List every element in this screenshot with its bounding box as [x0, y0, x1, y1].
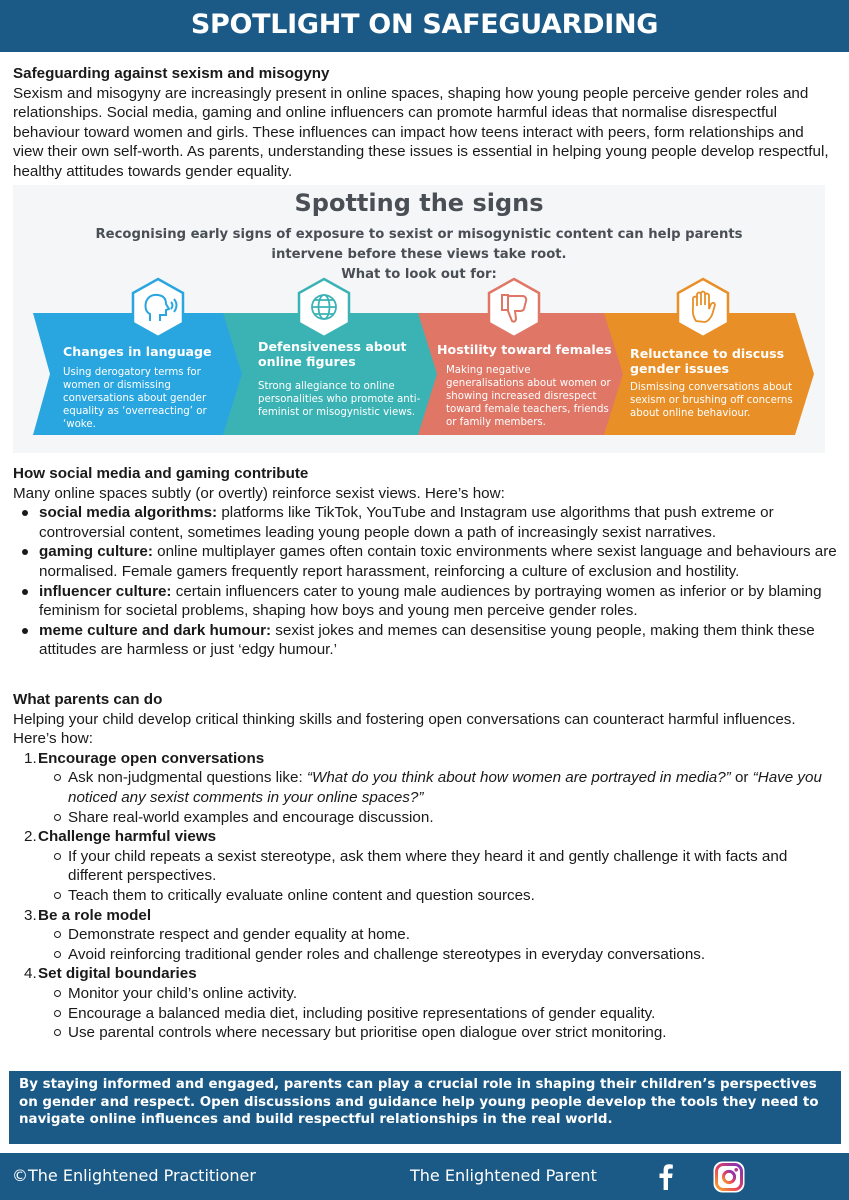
- list-item: Use parental controls where necessary but prioritise open dialogue over strict monitoring.: [13, 1023, 841, 1043]
- step-number: 1.: [24, 749, 37, 767]
- list-item-text: platforms like TikTok, YouTube and Instagram use algorithms that push extreme or controversial content, sometimes leading young people down a path of increasingly sexist narratives.: [39, 504, 774, 541]
- badge-hexagon-defensiveness: [299, 279, 349, 337]
- step-items: [13, 847, 841, 906]
- list-item: Share real-world examples and encourage discussion.: [13, 808, 841, 828]
- step-items: [13, 925, 841, 964]
- page-title: SPOTLIGHT ON SAFEGUARDING: [190, 9, 659, 40]
- facebook-icon[interactable]: [653, 1161, 679, 1191]
- card-title-reluctance: Reluctance to discuss gender issues: [630, 346, 785, 376]
- card-text-hostility: Making negative generalisations about women or showing increased disrespect toward female teachers, friends or family members.: [446, 365, 611, 428]
- social-heading: How social media and gaming contribute: [13, 465, 309, 482]
- social-intro: Many online spaces subtly (or overtly) reinforce sexist views. Here’s how:: [13, 484, 505, 502]
- list-item-term: meme culture and dark humour:: [39, 621, 272, 639]
- list-item: [13, 542, 841, 581]
- summary-callout: [9, 1071, 841, 1144]
- footer-bar: [0, 1153, 849, 1200]
- parents-section: [13, 690, 841, 1043]
- list-item: If your child repeats a sexist stereotype, ask them where they heard it and gently challenge it with facts and different perspectives.: [13, 847, 841, 886]
- question-prefix: Ask non-judgmental questions like:: [68, 769, 307, 787]
- social-list: [13, 503, 841, 660]
- list-item-text: sexist jokes and memes can desensitise young people, making them think these attitudes are harmless or just ‘edgy humour.’: [39, 621, 815, 659]
- callout-text: By staying informed and engaged, parents can play a crucial role in shaping their children’s perspectives on gender and respect. Open discussions and guidance help young people develop the tools they need to navigate online influences and build respectful relationships in the real world.: [19, 1077, 819, 1128]
- question-joiner: or: [730, 769, 753, 787]
- infographic-look-out: What to look out for:: [341, 267, 497, 282]
- footer-copyright: ©The Enlightened Practitioner: [12, 1166, 256, 1185]
- card-text-language: Using derogatory terms for women or dismissing conversations about gender equality as ‘overreacting’ or ‘woke.: [63, 367, 207, 430]
- infographic-subtitle-text: Recognising early signs of exposure to sexist or misogynistic content can help parents intervene before these views take root.: [95, 227, 743, 262]
- social-media-section: [13, 464, 841, 660]
- badge-hexagon-reluctance: [678, 279, 728, 337]
- example-question: “Have you noticed any sexist comments in your online spaces?”: [68, 769, 822, 806]
- header-bar: [0, 0, 849, 52]
- infographic-title: Spotting the signs: [294, 189, 544, 217]
- step-heading: [13, 906, 841, 926]
- step-heading: [13, 964, 841, 984]
- step-title: Set digital boundaries: [38, 965, 197, 983]
- card-title-language: Changes in language: [63, 344, 212, 359]
- list-item: [13, 768, 841, 807]
- step-number: 4.: [24, 965, 37, 983]
- step-title: Challenge harmful views: [38, 828, 217, 846]
- footer-brand: The Enlightened Parent: [410, 1166, 597, 1185]
- parents-intro: Helping your child develop critical thinking skills and fostering open conversations can counteract harmful influences. Here’s how:: [13, 710, 796, 748]
- card-title-defensiveness: Defensiveness about online figures: [258, 339, 407, 369]
- instagram-icon[interactable]: [712, 1160, 746, 1194]
- step-items: [13, 768, 841, 827]
- step-items: [13, 984, 841, 1043]
- step-title: Encourage open conversations: [38, 749, 265, 767]
- parents-steps: [13, 749, 841, 1043]
- list-item: Encourage a balanced media diet, including positive representations of gender equality.: [13, 1004, 841, 1024]
- step-heading: [13, 827, 841, 847]
- step-number: 3.: [24, 906, 37, 924]
- list-item: Teach them to critically evaluate online content and question sources.: [13, 886, 841, 906]
- step-heading: [13, 749, 841, 769]
- intro-section: [13, 64, 838, 182]
- list-item-text: online multiplayer games often contain toxic environments where sexist language and behaviours are normalised. Female gamers frequently report harassment, reinforcing a culture of exclusion and hostility.: [39, 543, 837, 580]
- list-item: Monitor your child’s online activity.: [13, 984, 841, 1004]
- card-text-reluctance: Dismissing conversations about sexism or brushing off concerns about online behaviour.: [630, 382, 793, 419]
- list-item-term: gaming culture:: [39, 543, 153, 561]
- list-item: [13, 503, 841, 542]
- card-title-hostility: Hostility toward females: [437, 342, 612, 357]
- card-text-defensiveness: Strong allegiance to online personalities who promote anti-feminist or misogynistic views.: [258, 381, 421, 418]
- list-item-term: influencer culture:: [39, 582, 172, 600]
- list-item-term: social media algorithms:: [39, 504, 218, 522]
- step-number: 2.: [24, 828, 37, 846]
- list-item: Avoid reinforcing traditional gender roles and challenge stereotypes in everyday conversations.: [13, 945, 841, 965]
- list-item: Demonstrate respect and gender equality at home.: [13, 925, 841, 945]
- infographic-subtitle: [83, 225, 755, 285]
- list-item: [13, 582, 841, 621]
- parents-heading: What parents can do: [13, 691, 163, 708]
- list-item-text: certain influencers cater to young male audiences by portraying women as inferior or by blaming feminism for societal problems, shaping how boys and young men perceive gender roles.: [39, 582, 822, 620]
- intro-body: Sexism and misogyny are increasingly present in online spaces, shaping how young people perceive gender roles and relationships. Social media, gaming and online influencers can promote harmful ideas that normalise disrespectful behaviour toward women and girls. These influences can impact how teens interact with peers, form relationships and view their own self-worth. As parents, understanding these issues is essential in helping young people develop respectful, healthy attitudes towards gender equality.: [13, 84, 829, 180]
- step-title: Be a role model: [38, 906, 152, 924]
- example-question: “What do you think about how women are portrayed in media?”: [306, 769, 731, 787]
- badge-hexagon-hostility: [489, 279, 539, 337]
- intro-heading: Safeguarding against sexism and misogyny: [13, 65, 330, 82]
- list-item: [13, 621, 841, 660]
- spotting-signs-infographic: [13, 185, 825, 453]
